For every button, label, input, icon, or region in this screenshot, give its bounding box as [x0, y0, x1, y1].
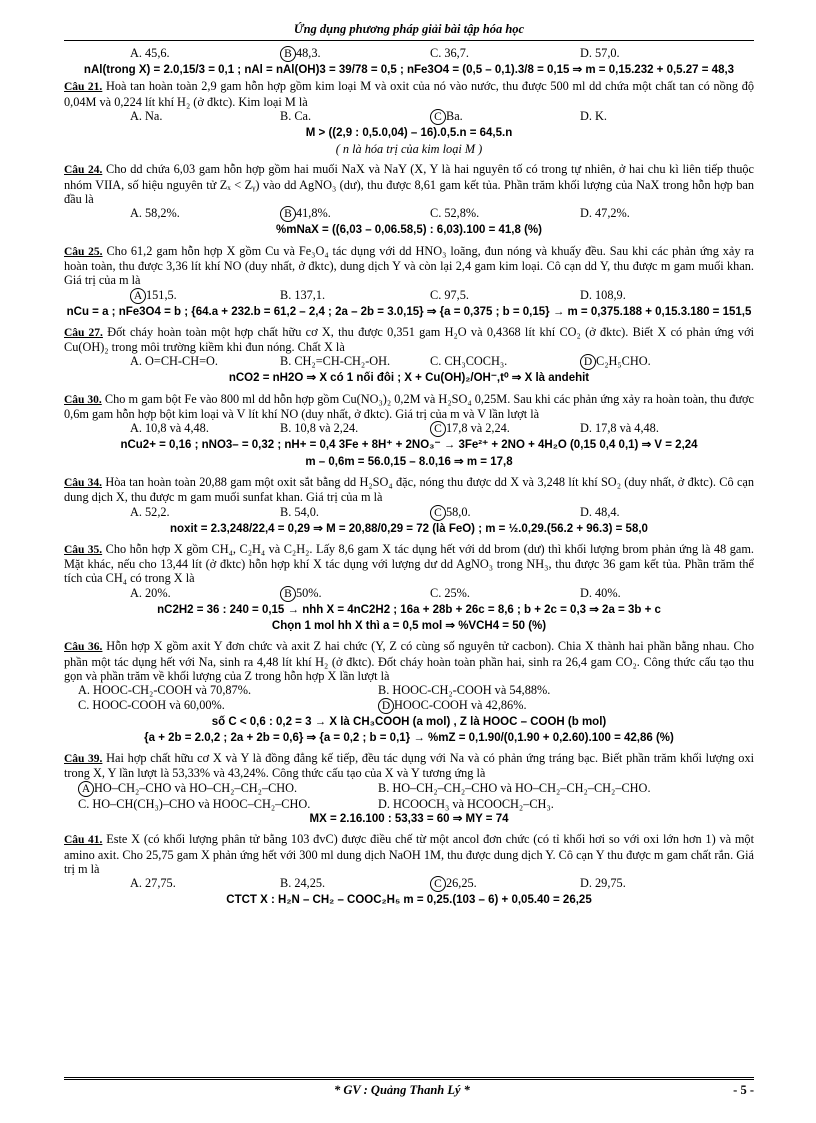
question-number: Câu 34. — [64, 476, 102, 489]
option-b-text: 50%. — [296, 585, 322, 600]
options-row — [64, 505, 754, 521]
options-row — [64, 46, 754, 62]
option-c-text: 17,8 và 2,24. — [446, 421, 510, 436]
question-number: Câu 27. — [64, 326, 103, 339]
question-text: Cho hỗn hợp X gồm CH₄, C₂H₄ và C₂H₂. Lấy 8,6 gam X tác dụng hết với dd brom (dư) thì khối lượng brom phản ứng là 48 gam. Mặt khác, nếu cho 13,44 lít (ở đktc) hỗn hợp khí X tác dụng với lượng dư dd AgNO₃ trong NH₃, thu được 36 gam kết tủa. Phần trăm thể tích của CH₄ có trong X là — [64, 541, 755, 586]
options-row — [64, 876, 754, 892]
options-row — [64, 683, 754, 713]
option-d: D. 48,4. — [580, 504, 620, 519]
option-d: D. 57,0. — [580, 46, 620, 60]
option-a-text: HO–CH₂–CHO và HO–CH₂–CH₂–CHO. — [94, 780, 298, 795]
question-text: Hòa tan hoàn toàn 20,88 gam một oxit sắt bằng dd H₂SO₄ đặc, nóng thu được dd X và 3,248 lít khí SO₂ (duy nhất, ở đktc). Cô cạn dung dịch X, thu được m gam muối sunfat khan. Giá trị của m là — [64, 474, 755, 505]
solution-line: Chọn 1 mol hh X thì a = 0,5 mol ⇒ %VCH4 = 50 (%) — [271, 620, 547, 633]
question — [64, 392, 754, 422]
solution-line: m – 0,6m = 56.0,15 – 8.0,16 ⇒ m = 17,8 — [305, 455, 513, 468]
option-d: D. 40%. — [580, 585, 621, 600]
question-number: Câu 39. — [64, 753, 103, 766]
question — [64, 162, 754, 206]
option-b — [280, 46, 430, 62]
question — [64, 832, 754, 876]
question — [64, 751, 754, 781]
options-row — [64, 206, 754, 222]
option-b: B. HOOC-CH₂-COOH và 54,88%. — [378, 683, 551, 698]
correct-answer-circle: C — [430, 505, 446, 521]
question — [64, 542, 754, 586]
correct-answer-circle: A — [78, 781, 94, 797]
option-a — [130, 288, 280, 304]
option-b — [280, 206, 430, 222]
question-text: Cho m gam bột Fe vào 800 ml dd hỗn hợp gồm Cu(NO₃)₂ 0,2M và H₂SO₄ 0,25M. Sau khi các phản ứng xảy ra hoàn toàn, thu được 0,6m gam hỗn hợp bột kim loại và V lít khí NO (duy nhất, ở đktc). Giá trị của m và V lần lượt là — [64, 391, 755, 422]
question-text: Đốt cháy hoàn toàn một hợp chất hữu cơ X, thu được 0,351 gam H₂O và 0,4368 lít khí CO₂ (ở đktc). Biết X có phản ứng với Cu(OH)₂ trong môi trường kiềm khi đun nóng. Chất X là — [64, 324, 754, 355]
correct-answer-circle: C — [430, 876, 446, 892]
page-number: - 5 - — [733, 1083, 754, 1097]
correct-answer-circle: D — [378, 698, 394, 714]
solution-line: M > ((2,9 : 0,5.0,04) – 16).0,5.n = 64,5.n — [305, 126, 513, 139]
option-a: A. HOOC-CH₂-COOH và 70,87%. — [78, 683, 252, 698]
option-c: C. 25%. — [430, 585, 470, 600]
question — [64, 639, 754, 683]
option-b — [280, 586, 430, 602]
option-b: B. 10,8 và 2,24. — [280, 421, 359, 436]
option-d: D. K. — [580, 108, 607, 123]
question-number: Câu 24. — [64, 164, 103, 177]
option-c — [430, 421, 580, 437]
correct-answer-circle: B — [280, 586, 296, 602]
option-d: D. 108,9. — [580, 287, 626, 302]
correct-answer-circle: C — [430, 109, 446, 125]
option-a: A. 52,2. — [130, 504, 170, 519]
option-a: A. 27,75. — [130, 876, 176, 891]
option-c: C. 52,8%. — [430, 206, 480, 221]
option-c — [430, 505, 580, 521]
solution-line: CTCT X : H₂N – CH₂ – COOC₂H₅ m = 0,25.(103 – 6) + 0,05.40 = 26,25 — [226, 894, 592, 907]
option-c: C. HOOC-COOH và 60,00%. — [78, 697, 225, 712]
option-c: C. HO–CH(CH₃)–CHO và HOOC–CH₂–CHO. — [78, 796, 311, 811]
author-name: * GV : Quảng Thanh Lý * — [334, 1083, 470, 1097]
option-b: B. 54,0. — [280, 504, 319, 519]
option-b-text: 41,8%. — [296, 206, 331, 221]
option-b: B. 137,1. — [280, 287, 326, 302]
option-c: C. CH₃COCH₃. — [430, 354, 508, 369]
option-c-text: 26,25. — [446, 876, 477, 891]
option-d-text: C₂H₅CHO. — [596, 354, 651, 369]
options-row — [64, 354, 754, 370]
question-number: Câu 25. — [64, 245, 103, 258]
option-a — [78, 781, 378, 797]
question-number: Câu 30. — [64, 393, 102, 406]
question-text: Hai hợp chất hữu cơ X và Y là đồng đẳng kế tiếp, đều tác dụng với Na và có phản ứng tráng bạc. Biết phần trăm khối lượng oxi trong X, Y lần lượt là 53,33% và 43,24%. Công thức cấu tạo của X và Y tương ứng là — [64, 751, 755, 781]
options-row — [64, 288, 754, 304]
options-row — [64, 421, 754, 437]
correct-answer-circle: A — [130, 288, 146, 304]
solution-line: %mNaX = ((6,03 – 0,06.58,5) : 6,03).100 = 41,8 (%) — [276, 224, 542, 237]
solution-line: số C < 0,6 : 0,2 = 3 → X là CH₃COOH (a mol) , Z là HOOC – COOH (b mol) — [211, 715, 607, 728]
option-a: A. 58,2%. — [130, 206, 180, 221]
option-c — [430, 876, 580, 892]
question-number: Câu 41. — [64, 834, 103, 847]
footer-divider — [64, 1077, 754, 1080]
question — [64, 325, 754, 355]
question — [64, 475, 754, 505]
question-text: Cho 61,2 gam hỗn hợp X gồm Cu và Fe₃O₄ tác dụng với dd HNO₃ loãng, đun nóng và khuấy đều. Sau khi các phản ứng xảy ra hoàn toàn, thu được 3,36 lít khí NO (duy nhất, ở đktc), dung dịch Y và còn lại 2,4 gam kim loại. Cô cạn dd Y, thu được m gam muối khan. Giá trị của m là — [64, 243, 754, 288]
solution-line: nCu2+ = 0,16 ; nNO3– = 0,32 ; nH+ = 0,4 3Fe + 8H⁺ + 2NO₃⁻ → 3Fe²⁺ + 2NO + 4H₂O (0,15 0,4 0,1) ⇒ V = 2,24 — [120, 439, 698, 452]
option-c-text: Ba. — [446, 108, 463, 123]
question-list — [64, 79, 754, 913]
content — [64, 46, 754, 913]
option-a: A. 45,6. — [130, 46, 170, 60]
solution-line: nC2H2 = 36 : 240 = 0,15 → nhh X = 4nC2H2 ; 16a + 28b + 26c = 8,6 ; b + 2c = 0,3 ⇒ 2a = 3b + c — [157, 603, 661, 616]
question-text: Hỗn hợp X gồm axit Y đơn chức và axit Z hai chức (Y, Z có cùng số nguyên tử cacbon). Chia X thành hai phần bằng nhau. Cho phần một tác dụng hết với Na, sinh ra 4,48 lít khí H₂ (ở đktc). Đốt cháy hoàn toàn phần hai, sinh ra 26,4 gam CO₂. Công thức cấu tạo thu gọn và phần trăm về khối lượng của Z trong hỗn hợp X lần lượt là — [64, 639, 755, 683]
option-b: B. CH₂=CH-CH₂-OH. — [280, 354, 391, 369]
options-row — [64, 109, 754, 125]
option-b-text: 48,3. — [296, 46, 321, 60]
question-text: Este X (có khối lượng phân tử bằng 103 đvC) được điều chế từ một ancol đơn chức (có tỉ khối hơi so với oxi lớn hơn 1) và một amino axit. Cho 25,75 gam X phản ứng hết với 300 ml dung dịch NaOH 1M, thu được dung dịch Y. Cô cạn Y thu được m gam chất rắn. Giá trị m là — [64, 832, 754, 876]
option-a: A. O=CH-CH=O. — [130, 354, 218, 369]
option-d: D. 47,2%. — [580, 206, 630, 221]
option-d — [378, 698, 678, 714]
option-b: B. HO–CH₂–CH₂–CHO và HO–CH₂–CH₂–CH₂–CHO. — [378, 780, 651, 795]
option-c — [430, 109, 580, 125]
solution-line: MX = 2.16.100 : 53,33 = 60 ⇒ MY = 74 — [309, 812, 509, 825]
correct-answer-circle: B — [280, 206, 296, 222]
option-d: D. 29,75. — [580, 876, 626, 891]
question-number: Câu 36. — [64, 641, 103, 654]
spacer — [64, 909, 754, 913]
option-a-text: 151,5. — [146, 287, 177, 302]
solution-line: nAl(trong X) = 2.0,15/3 = 0,1 ; nAl = nAl(OH)3 = 39/78 = 0,5 ; nFe3O4 = (0,5 – 0,1).3/8 = 0,15 ⇒ m = 0,15.232 + 0,5.27 = 48,3 — [83, 64, 735, 76]
correct-answer-circle: D — [580, 354, 596, 370]
solution-line: noxit = 2.3,248/22,4 = 0,29 ⇒ M = 20,88/0,29 = 72 (là FeO) ; m = ½.0,29.(56.2 + 96.3) = 58,0 — [170, 522, 648, 535]
option-d — [580, 354, 651, 370]
solution-line: nCu = a ; nFe3O4 = b ; {64.a + 232.b = 61,2 – 2,4 ; 2a – 2b = 3.0,15} ⇒ {a = 0,375 ; b = 0,15} → m = 0,375.188 + 0,15.3.180 = 151,5 — [66, 305, 752, 318]
option-a: A. Na. — [130, 108, 163, 123]
solution-note: ( n là hóa trị của kim loại M ) — [335, 142, 483, 157]
option-a: A. 20%. — [130, 585, 171, 600]
option-d-text: HOOC-COOH và 42,86%. — [394, 697, 527, 712]
option-b: B. 24,25. — [280, 876, 326, 891]
option-b: B. Ca. — [280, 108, 312, 123]
question-number: Câu 35. — [64, 543, 103, 556]
option-c: C. 36,7. — [430, 46, 469, 60]
option-d: D. HCOOCH₃ và HCOOCH₂–CH₃. — [378, 796, 554, 811]
option-d: D. 17,8 và 4,48. — [580, 421, 659, 436]
question-number: Câu 21. — [64, 81, 103, 94]
option-a: A. 10,8 và 4,48. — [130, 421, 209, 436]
options-row — [64, 781, 754, 811]
question — [64, 244, 754, 288]
correct-answer-circle: C — [430, 421, 446, 437]
page-header-title: Ứng dụng phương pháp giải bài tập hóa học — [293, 22, 525, 36]
header-divider — [64, 40, 754, 41]
question-text: Hoà tan hoàn toàn 2,9 gam hỗn hợp gồm kim loại M và oxit của nó vào nước, thu được 500 ml dd chứa một chất tan có nồng độ 0,04M và 0,224 lít khí H₂ (ở đktc). Kim loại M là — [64, 79, 755, 109]
question — [64, 79, 754, 109]
solution-line: {a + 2b = 2.0,2 ; 2a + 2b = 0,6} ⇒ {a = 0,2 ; b = 0,1} → %mZ = 0,1.90/(0,1.90 + 0,2.60).100 = 42,86 (%) — [144, 731, 674, 744]
options-row — [64, 586, 754, 602]
solution-line: nCO2 = nH2O ⇒ X có 1 nối đôi ; X + Cu(OH)₂/OH⁻,t⁰ ⇒ X là andehit — [228, 372, 590, 385]
correct-answer-circle: B — [280, 46, 296, 62]
option-c-text: 58,0. — [446, 504, 471, 519]
question-text: Cho dd chứa 6,03 gam hỗn hợp gồm hai muối NaX và NaY (X, Y là hai nguyên tố có trong tự nhiên, ở hai chu kì liên tiếp thuộc nhóm VIIA, số hiệu nguyên tử Zₓ < Zᵧ) vào dd AgNO₃ (dư), thu được 8,61 gam kết tủa. Phần trăm khối lượng của NaX trong hỗn hợp ban đầu là — [64, 162, 755, 207]
option-c: C. 97,5. — [430, 287, 469, 302]
